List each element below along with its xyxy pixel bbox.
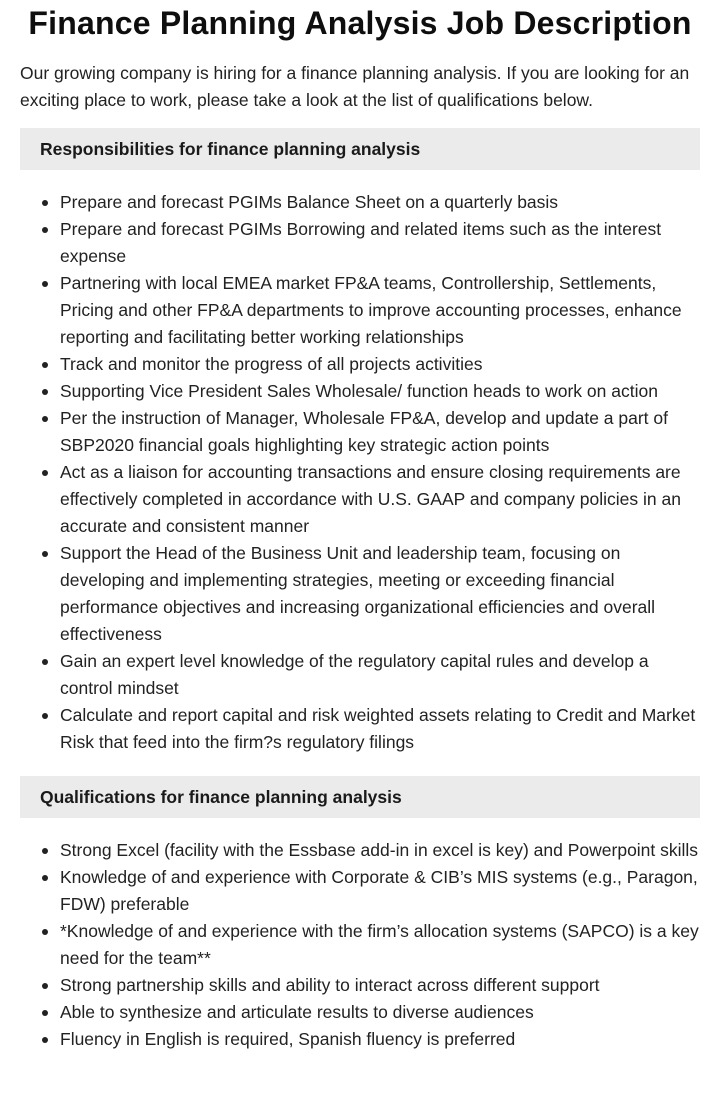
qualification-item: Strong partnership skills and ability to interact across different support xyxy=(60,972,700,999)
responsibility-item: Track and monitor the progress of all projects activities xyxy=(60,351,700,378)
qualifications-list xyxy=(20,837,700,1053)
qualification-item: Strong Excel (facility with the Essbase add-in in excel is key) and Powerpoint skills xyxy=(60,837,700,864)
qualifications-heading: Qualifications for finance planning analysis xyxy=(20,776,700,818)
responsibility-item: Act as a liaison for accounting transactions and ensure closing requirements are effectively completed in accordance with U.S. GAAP and company policies in an accurate and consistent manner xyxy=(60,459,700,540)
responsibility-item: Calculate and report capital and risk weighted assets relating to Credit and Market Risk that feed into the firm?s regulatory filings xyxy=(60,702,700,756)
responsibility-item: Gain an expert level knowledge of the regulatory capital rules and develop a control mindset xyxy=(60,648,700,702)
responsibility-item: Support the Head of the Business Unit and leadership team, focusing on developing and implementing strategies, meeting or exceeding financial performance objectives and increasing organizational efficiencies and overall effectiveness xyxy=(60,540,700,648)
qualification-item: Fluency in English is required, Spanish fluency is preferred xyxy=(60,1026,700,1053)
responsibility-item: Prepare and forecast PGIMs Balance Sheet on a quarterly basis xyxy=(60,189,700,216)
qualification-item: Knowledge of and experience with Corporate & CIB’s MIS systems (e.g., Paragon, FDW) preferable xyxy=(60,864,700,918)
qualification-item: Able to synthesize and articulate results to diverse audiences xyxy=(60,999,700,1026)
responsibilities-heading: Responsibilities for finance planning analysis xyxy=(20,128,700,170)
responsibility-item: Per the instruction of Manager, Wholesale FP&A, develop and update a part of SBP2020 financial goals highlighting key strategic action points xyxy=(60,405,700,459)
responsibility-item: Supporting Vice President Sales Wholesale/ function heads to work on action xyxy=(60,378,700,405)
responsibilities-list xyxy=(20,189,700,756)
responsibility-item: Prepare and forecast PGIMs Borrowing and related items such as the interest expense xyxy=(60,216,700,270)
page-title: Finance Planning Analysis Job Description xyxy=(28,5,692,41)
responsibility-item: Partnering with local EMEA market FP&A teams, Controllership, Settlements, Pricing and other FP&A departments to improve accounting processes, enhance reporting and facilitating better working relationships xyxy=(60,270,700,351)
qualification-item: *Knowledge of and experience with the firm’s allocation systems (SAPCO) is a key need for the team** xyxy=(60,918,700,972)
intro-paragraph: Our growing company is hiring for a finance planning analysis. If you are looking for an exciting place to work, please take a look at the list of qualifications below. xyxy=(20,63,690,110)
